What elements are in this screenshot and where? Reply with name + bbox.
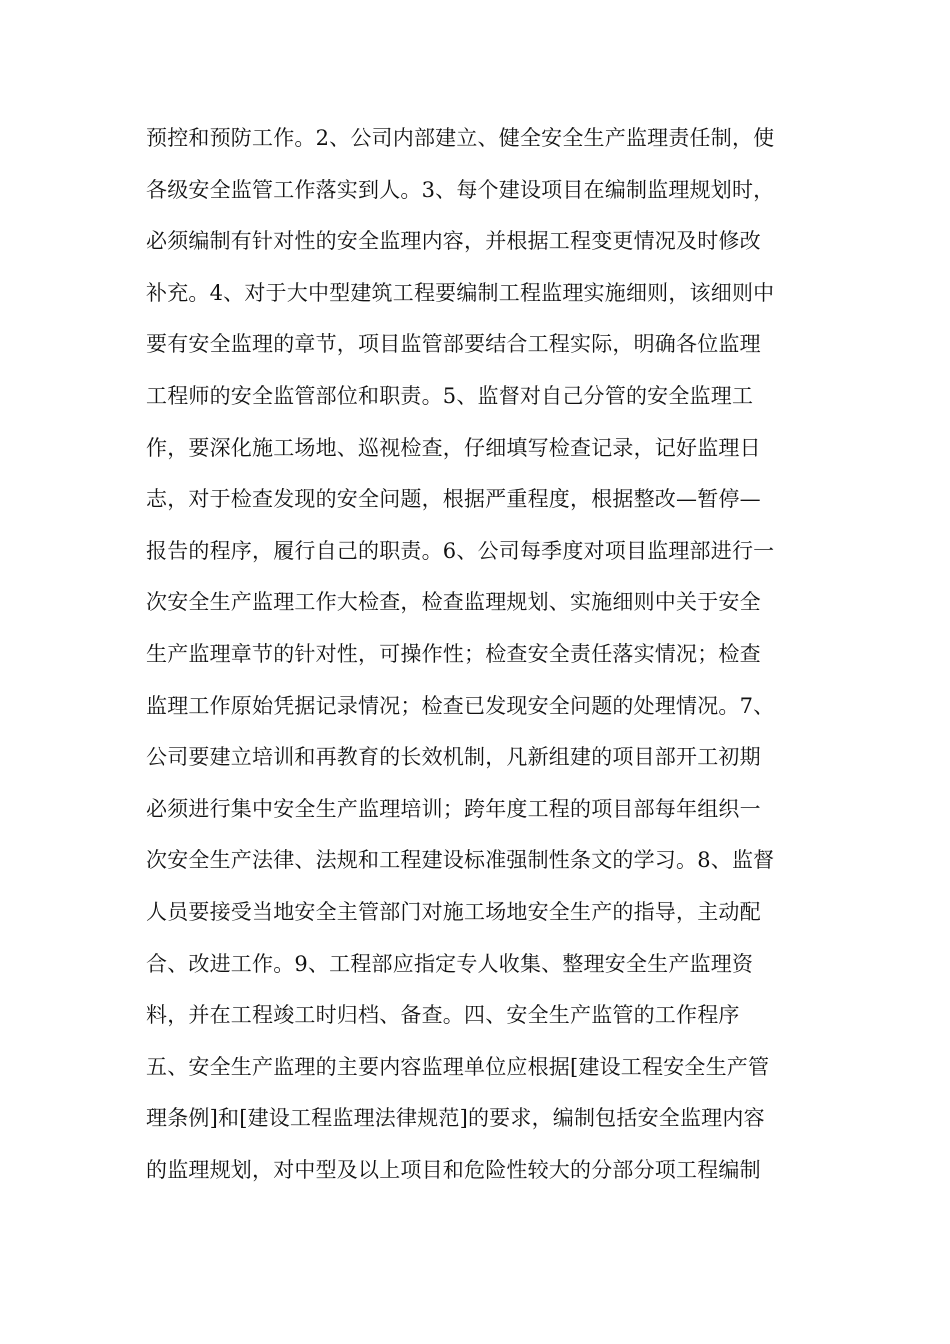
text-line: 补充。4、对于大中型建筑工程要编制工程监理实施细则，该细则中 <box>146 280 775 305</box>
text-line: 的监理规划，对中型及以上项目和危险性较大的分部分项工程编制 <box>146 1157 761 1182</box>
body-text <box>146 118 806 1201</box>
text-line: 次安全生产法律、法规和工程建设标准强制性条文的学习。8、监督 <box>146 848 775 873</box>
text-line: 要有安全监理的章节，项目监管部要结合工程实际，明确各位监理 <box>146 332 761 357</box>
text-line: 监理工作原始凭据记录情况；检查已发现安全问题的处理情况。7、 <box>146 693 775 718</box>
text-line: 预控和预防工作。2、公司内部建立、健全安全生产监理责任制，使 <box>146 126 775 150</box>
text-line: 作，要深化施工场地、巡视检查，仔细填写检查记录，记好监理日 <box>146 435 761 460</box>
text-line: 生产监理章节的针对性，可操作性；检查安全责任落实情况；检查 <box>146 641 761 666</box>
text-line: 必须进行集中安全生产监理培训；跨年度工程的项目部每年组织一 <box>146 796 761 821</box>
text-line: 五、安全生产监理的主要内容监理单位应根据[建设工程安全生产管 <box>146 1054 770 1079</box>
text-line: 志，对于检查发现的安全问题，根据严重程度，根据整改—暂停— <box>146 487 761 512</box>
text-line: 次安全生产监理工作大检查，检查监理规划、实施细则中关于安全 <box>146 590 761 615</box>
text-line: 各级安全监管工作落实到人。3、每个建设项目在编制监理规划时， <box>146 177 775 202</box>
text-line: 料，并在工程竣工时归档、备查。四、安全生产监管的工作程序 <box>146 1003 740 1028</box>
text-line: 合、改进工作。9、工程部应指定专人收集、整理安全生产监理资 <box>146 951 754 976</box>
text-line: 必须编制有针对性的安全监理内容，并根据工程变更情况及时修改 <box>146 229 761 254</box>
text-line: 工程师的安全监管部位和职责。5、监督对自己分管的安全监理工 <box>146 383 754 408</box>
text-line: 公司要建立培训和再教育的长效机制，凡新组建的项目部开工初期 <box>146 745 761 770</box>
text-line: 人员要接受当地安全主管部门对施工场地安全生产的指导，主动配 <box>146 899 761 924</box>
text-line: 理条例]和[建设工程监理法律规范]的要求，编制包括安全监理内容 <box>146 1106 765 1131</box>
text-line: 报告的程序，履行自己的职责。6、公司每季度对项目监理部进行一 <box>146 538 775 563</box>
